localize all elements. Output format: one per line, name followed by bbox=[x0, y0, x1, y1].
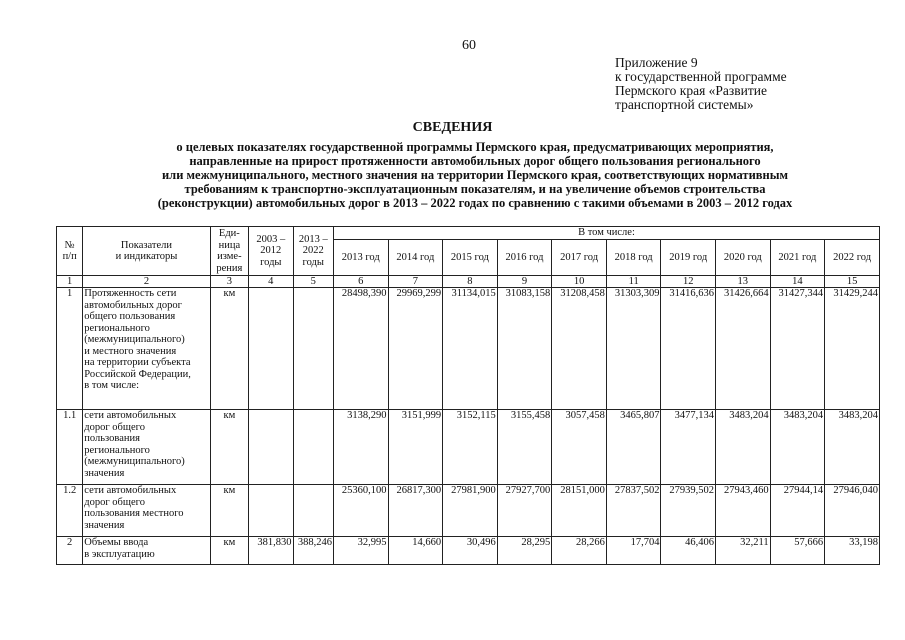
appendix-line: транспортной системы» bbox=[615, 97, 754, 112]
unit-cell: км bbox=[210, 288, 248, 410]
year-value: 17,704 bbox=[606, 537, 661, 565]
year-value: 3483,204 bbox=[716, 410, 771, 485]
indicator-line: Объемы ввода bbox=[84, 537, 149, 548]
indicator-name bbox=[83, 410, 210, 485]
indicator-line: сети автомобильных bbox=[84, 410, 177, 421]
year-value: 25360,100 bbox=[333, 485, 388, 537]
column-number: 11 bbox=[606, 276, 661, 288]
header-text: годы bbox=[302, 256, 324, 268]
year-value: 28,295 bbox=[497, 537, 552, 565]
indicator-line: Протяженность сети bbox=[84, 288, 177, 299]
year-value: 30,496 bbox=[443, 537, 498, 565]
year-value: 28151,000 bbox=[552, 485, 607, 537]
column-number: 9 bbox=[497, 276, 552, 288]
period-2013-2022-value bbox=[293, 288, 333, 410]
header-num bbox=[57, 227, 83, 276]
row-number: 1 bbox=[57, 288, 83, 410]
subtitle-line: или межмуниципального, местного значения на территории Пермского края, соответствующих нормативным bbox=[161, 168, 789, 182]
indicator-line: (межмуниципального) bbox=[84, 334, 185, 345]
year-value: 31427,344 bbox=[770, 288, 825, 410]
year-value: 31083,158 bbox=[497, 288, 552, 410]
indicator-line: значения bbox=[84, 467, 125, 479]
year-value: 46,406 bbox=[661, 537, 716, 565]
column-number: 3 bbox=[210, 276, 248, 288]
year-value: 3483,204 bbox=[770, 410, 825, 485]
year-value: 28498,390 bbox=[333, 288, 388, 410]
header-year: 2015 год bbox=[443, 240, 498, 276]
appendix-line: Пермского края «Развитие bbox=[615, 83, 767, 98]
year-value: 3057,458 bbox=[552, 410, 607, 485]
indicator-line: в том числе: bbox=[84, 380, 140, 391]
header-text: Еди- bbox=[218, 228, 240, 239]
period-2003-2012-value: 381,830 bbox=[249, 537, 293, 565]
column-number: 5 bbox=[293, 276, 333, 288]
year-value: 32,995 bbox=[333, 537, 388, 565]
column-number: 15 bbox=[825, 276, 880, 288]
column-number: 7 bbox=[388, 276, 443, 288]
appendix-note bbox=[615, 56, 787, 112]
document-subtitle bbox=[50, 140, 900, 210]
period-2013-2022-value bbox=[293, 485, 333, 537]
appendix-line: Приложение 9 bbox=[615, 55, 698, 70]
year-value: 3155,458 bbox=[497, 410, 552, 485]
header-year: 2018 год bbox=[606, 240, 661, 276]
unit-cell: км bbox=[210, 410, 248, 485]
page-number: 60 bbox=[462, 38, 476, 53]
header-text: годы bbox=[260, 256, 282, 268]
indicator-line: в эксплуатацию bbox=[84, 548, 155, 560]
indicator-line: регионального bbox=[84, 444, 150, 456]
year-value: 3138,290 bbox=[333, 410, 388, 485]
header-text: рения bbox=[216, 262, 243, 274]
table-row bbox=[57, 485, 880, 537]
header-text: и индикаторы bbox=[115, 251, 178, 262]
header-text: ница bbox=[218, 239, 241, 251]
year-value: 3477,134 bbox=[661, 410, 716, 485]
header-year: 2020 год bbox=[716, 240, 771, 276]
header-unit bbox=[210, 227, 248, 276]
indicator-line: значения bbox=[84, 519, 125, 531]
indicator-name bbox=[83, 537, 210, 565]
indicator-name bbox=[83, 288, 210, 410]
period-2003-2012-value bbox=[249, 288, 293, 410]
period-2013-2022-value bbox=[293, 410, 333, 485]
column-number: 12 bbox=[661, 276, 716, 288]
year-value: 27837,502 bbox=[606, 485, 661, 537]
table-row bbox=[57, 410, 880, 485]
year-value: 3465,807 bbox=[606, 410, 661, 485]
header-year: 2022 год bbox=[825, 240, 880, 276]
year-value: 14,660 bbox=[388, 537, 443, 565]
column-number: 6 bbox=[333, 276, 388, 288]
header-year: 2016 год bbox=[497, 240, 552, 276]
header-year: 2013 год bbox=[333, 240, 388, 276]
year-value: 27943,460 bbox=[716, 485, 771, 537]
period-2003-2012-value bbox=[249, 485, 293, 537]
header-text: 2013 – bbox=[298, 233, 328, 245]
year-value: 31429,244 bbox=[825, 288, 880, 410]
column-number: 2 bbox=[83, 276, 210, 288]
indicator-line: пользования bbox=[84, 433, 140, 444]
subtitle-line: направленные на прирост протяженности автомобильных дорог общего пользования регионального bbox=[189, 154, 761, 168]
column-number: 4 bbox=[249, 276, 293, 288]
row-number: 1.2 bbox=[57, 485, 83, 537]
period-2003-2012-value bbox=[249, 410, 293, 485]
header-period-2003-2012 bbox=[249, 227, 293, 276]
year-value: 27981,900 bbox=[443, 485, 498, 537]
header-year: 2021 год bbox=[770, 240, 825, 276]
indicator-line: пользования местного bbox=[84, 508, 184, 519]
unit-cell: км bbox=[210, 537, 248, 565]
indicator-line: Российской Федерации, bbox=[84, 368, 191, 380]
year-value: 27944,14 bbox=[770, 485, 825, 537]
indicator-line: на территории субъекта bbox=[84, 357, 191, 368]
indicator-line: общего пользования bbox=[84, 311, 176, 322]
column-number: 1 bbox=[57, 276, 83, 288]
column-number: 14 bbox=[770, 276, 825, 288]
appendix-line: к государственной программе bbox=[615, 69, 787, 84]
subtitle-line: требованиям к транспортно-эксплуатационным показателям, и на увеличение объемов строительства bbox=[184, 182, 766, 196]
header-text: № bbox=[64, 239, 75, 251]
column-number: 8 bbox=[443, 276, 498, 288]
year-value: 3483,204 bbox=[825, 410, 880, 485]
header-indicator bbox=[83, 227, 210, 276]
document-title: СВЕДЕНИЯ bbox=[412, 120, 493, 135]
year-value: 31303,309 bbox=[606, 288, 661, 410]
column-number: 10 bbox=[552, 276, 607, 288]
table-row bbox=[57, 288, 880, 410]
header-text: 2022 bbox=[302, 245, 324, 257]
year-value: 33,198 bbox=[825, 537, 880, 565]
indicator-line: и местного значения bbox=[84, 345, 177, 357]
indicator-line: дорог общего bbox=[84, 421, 145, 433]
row-number: 1.1 bbox=[57, 410, 83, 485]
header-text: 2003 – bbox=[256, 233, 286, 245]
header-including: В том числе: bbox=[333, 227, 879, 240]
indicator-line: дорог общего bbox=[84, 496, 145, 508]
indicator-line: сети автомобильных bbox=[84, 485, 177, 496]
column-number-row bbox=[57, 276, 880, 288]
period-2013-2022-value: 388,246 bbox=[293, 537, 333, 565]
year-value: 32,211 bbox=[716, 537, 771, 565]
year-value: 57,666 bbox=[770, 537, 825, 565]
header-period-2013-2022 bbox=[293, 227, 333, 276]
column-number: 13 bbox=[716, 276, 771, 288]
table-row bbox=[57, 537, 880, 565]
indicator-name bbox=[83, 485, 210, 537]
indicator-line: (межмуниципального) bbox=[84, 456, 185, 467]
year-value: 26817,300 bbox=[388, 485, 443, 537]
header-text: 2012 bbox=[260, 245, 282, 257]
header-text: п/п bbox=[62, 251, 77, 262]
indicator-line: регионального bbox=[84, 322, 150, 334]
header-year: 2017 год bbox=[552, 240, 607, 276]
year-value: 27946,040 bbox=[825, 485, 880, 537]
year-value: 31426,664 bbox=[716, 288, 771, 410]
row-number: 2 bbox=[57, 537, 83, 565]
year-value: 31134,015 bbox=[443, 288, 498, 410]
year-value: 3152,115 bbox=[443, 410, 498, 485]
header-text: Показатели bbox=[120, 239, 173, 251]
subtitle-line: (реконструкции) автомобильных дорог в 2013 – 2022 годах по сравнению с такими объемами в 2003 – 2012 годах bbox=[157, 196, 793, 210]
header-text: изме- bbox=[217, 251, 242, 262]
unit-cell: км bbox=[210, 485, 248, 537]
year-value: 28,266 bbox=[552, 537, 607, 565]
year-value: 27939,502 bbox=[661, 485, 716, 537]
subtitle-line: о целевых показателях государственной программы Пермского края, предусматривающих мероприятия, bbox=[176, 140, 774, 154]
year-value: 29969,299 bbox=[388, 288, 443, 410]
header-year: 2014 год bbox=[388, 240, 443, 276]
year-value: 31208,458 bbox=[552, 288, 607, 410]
year-value: 31416,636 bbox=[661, 288, 716, 410]
year-value: 3151,999 bbox=[388, 410, 443, 485]
indicator-line: автомобильных дорог bbox=[84, 299, 182, 311]
indicators-table bbox=[56, 226, 880, 565]
year-value: 27927,700 bbox=[497, 485, 552, 537]
header-year: 2019 год bbox=[661, 240, 716, 276]
